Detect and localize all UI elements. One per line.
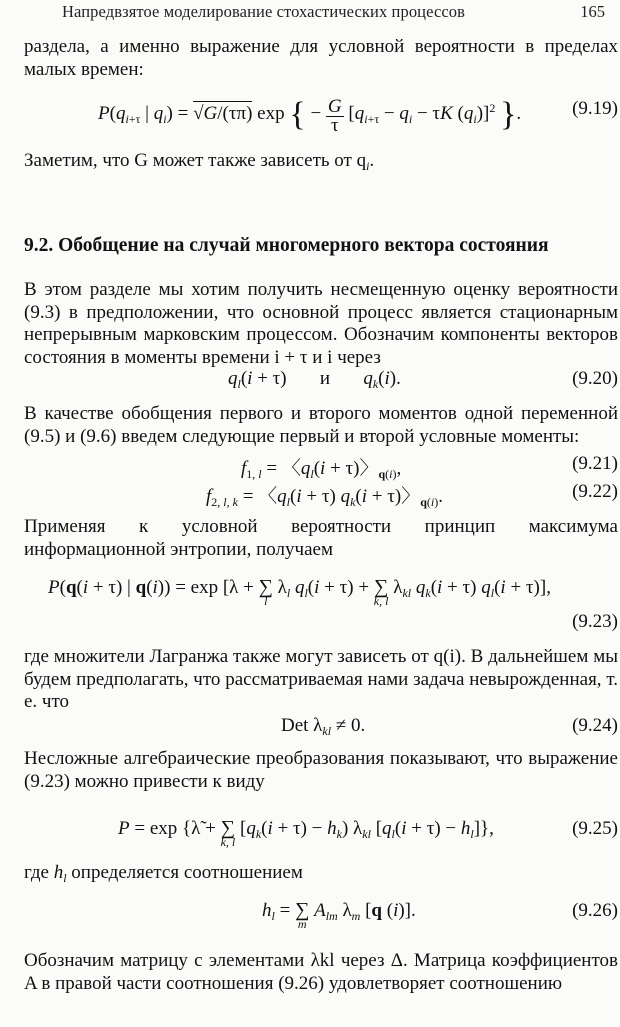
paragraph-6: где множители Лагранжа также могут зависеть от q(i). В дальнейшем мы будем предполагать, что рассматриваемая нами задача невырожденная, т. е. что (24, 646, 618, 712)
equation-9-22-formula: $f_{2, l, k}$ = 〈$q_l(i + \tau) q_k(i + \tau)$〉$_{q(i)}$. (206, 486, 443, 509)
equation-9-19 (20, 96, 618, 136)
equation-9-22-number: (9.22) (572, 481, 618, 502)
equation-9-24 (20, 715, 618, 743)
equation-9-26-number: (9.26) (572, 900, 618, 921)
equation-9-24-number: (9.24) (572, 715, 618, 736)
equation-9-26 (20, 899, 618, 931)
page-number: 165 (580, 2, 605, 21)
paragraph-4: В качестве обобщения первого и второго моментов одной переменной (9.5) и (9.6) введем следующие первый и второй условные моменты: (24, 403, 618, 447)
running-title: Напредвзятое моделирование стохастических процессов (62, 2, 466, 21)
equation-9-23-number: (9.23) (572, 611, 618, 632)
equation-9-19-formula: $P(q_{i+\tau}$ | $q_i) = √G/(\tau\pi)$ exp { − $\frac{G}{\tau}$ [$q_{i+\tau} - q_i - \tau K$ $(q_i)]^2$ }. (98, 96, 522, 136)
equation-9-20 (20, 368, 618, 396)
equation-9-23-formula: P(q(i + τ) | q(i)) = exp [λ + ∑ l $\lambda_l$ $q_l(i + \tau)$ + ∑ k, l $\lambda_{kl}$ $q_k(i + \tau) q_l(i + \tau)$], (48, 576, 551, 608)
equation-9-19-number: (9.19) (572, 98, 618, 119)
running-header (0, 2, 620, 24)
paragraph-2: Заметим, что G может также зависеть от $q_i$. (24, 150, 375, 173)
paragraph-7: Несложные алгебраические преобразования показывают, что выражение (9.23) можно привести к виду (24, 748, 618, 792)
equation-9-20-formula: $q_l(i + \tau)$ и $q_k(i)$. (228, 368, 401, 391)
section-heading: 9.2. Обобщение на случай многомерного вектора состояния (24, 235, 549, 256)
equation-9-25-formula: P = exp {λ̃ + ∑ k, l $[q_k(i + \tau) - h_k)$ $\lambda_{kl}$ $[q_l(i + \tau) - h_l]$}, (118, 817, 494, 849)
equation-9-20-number: (9.20) (572, 368, 618, 389)
equation-9-22 (20, 481, 618, 509)
equation-9-26-formula: $h_l$ = ∑ m $A_{lm}$ $\lambda_m$ [q (i)]. (262, 899, 416, 931)
equation-9-24-formula: Det $\lambda_{kl} \ne 0$. (281, 715, 366, 738)
paragraph-2-text: Заметим, что G может также зависеть от q (24, 150, 367, 171)
equation-9-21-number: (9.21) (572, 453, 618, 474)
equation-9-21-formula: $f_{1, l}$ = 〈$q_l(i + \tau)$〉$_{q(i)}$, (241, 458, 402, 481)
equation-9-23-number-line (20, 611, 618, 639)
paragraph-9: Обозначим матрицу с элементами λkl через Δ. Матрица коэффициентов A в правой части соотношения (9.26) удовлетворяет соотношению (24, 950, 618, 994)
paragraph-3: В этом разделе мы хотим получить несмещенную оценку вероятности (9.3) в предположении, что основной процесс является стационарным непрерывным марковским процессом. Обозначим компоненты векторов состояния в моменты времени i + τ и i через (24, 279, 618, 368)
equation-9-21 (20, 453, 618, 481)
paragraph-8: где $h_l$ определяется соотношением (24, 862, 303, 885)
equation-9-25 (20, 817, 618, 849)
paragraph-1: раздела, а именно выражение для условной вероятности в пределах малых времен: (24, 36, 618, 80)
paragraph-5: Применяя к условной вероятности принцип максимума информационной энтропии, получаем (24, 516, 618, 560)
equation-9-23 (20, 576, 618, 608)
equation-9-25-number: (9.25) (572, 818, 618, 839)
equation-9-20-conj: и (319, 368, 331, 389)
